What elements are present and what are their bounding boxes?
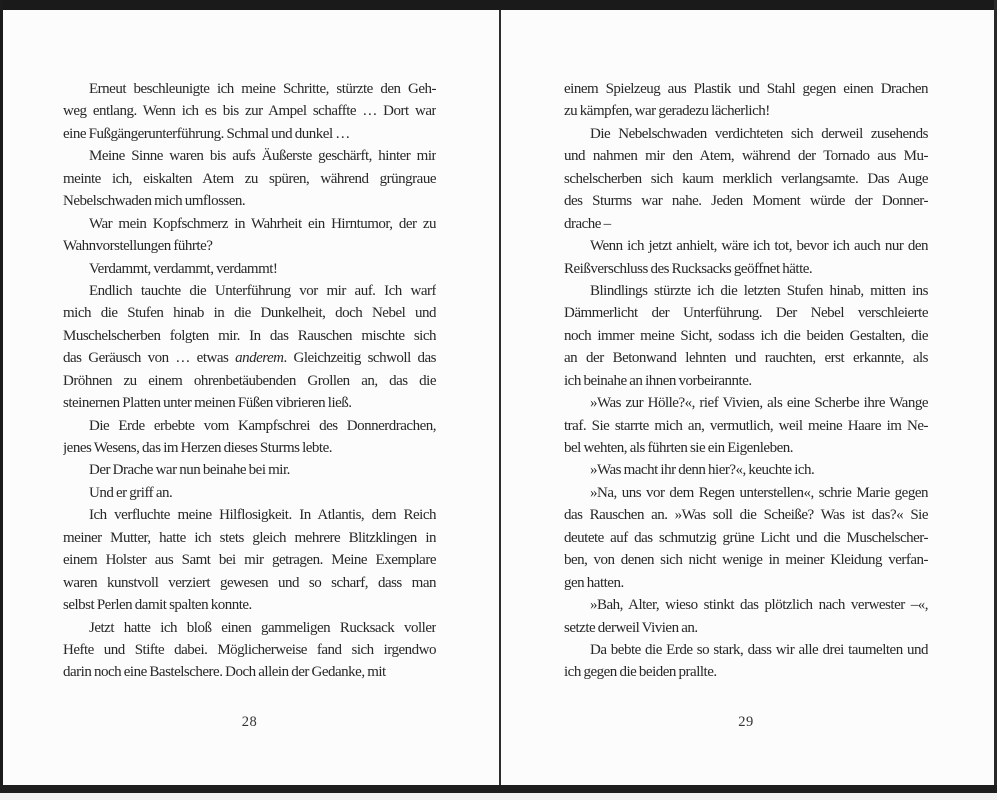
book-right-edge xyxy=(994,0,997,800)
text-line: Dämmerlicht der Unterführung. Der Nebel verschleierte xyxy=(564,305,928,322)
text-line: meinte ich, eiskalten Atem zu spüren, während grüngraue xyxy=(63,170,436,187)
text-line: Wahnvorstellungen führte? xyxy=(63,238,213,255)
book-top-edge xyxy=(0,0,997,10)
text-line: das Rauschen an. »Was soll die Scheiße? Was ist das?« Sie xyxy=(564,507,928,524)
text-line: Nebelschwaden mich umflossen. xyxy=(63,193,246,210)
text-line: Und er griff an. xyxy=(89,484,173,501)
text-line: Die Erde erbebte vom Kampfschrei des Donnerdrachen, xyxy=(89,417,436,434)
text-line: Erneut beschleunigte ich meine Schritte, stürzte den Geh- xyxy=(89,81,436,97)
text-line: drache – xyxy=(564,215,611,232)
text-line: an der Betonwand lehnten und rauchten, erst erkannte, als xyxy=(564,350,928,367)
text-line: jenes Wesens, das im Herzen dieses Sturms lebte. xyxy=(63,440,332,456)
text-line: ich gegen die beiden prallte. xyxy=(564,664,717,681)
page-right xyxy=(501,10,994,785)
text-line: Blindlings stürzte ich die letzten Stufen hinab, mitten ins xyxy=(590,282,928,299)
text-line: Verdammt, verdammt, verdammt! xyxy=(89,260,278,277)
text-line: und nahmen mir den Atem, während der Tornado aus Mu- xyxy=(564,148,928,165)
text-line: Da bebte die Erde so stark, dass wir alle drei taumelten und xyxy=(590,641,928,658)
page-right-text xyxy=(564,78,928,684)
page-left-text xyxy=(63,78,436,684)
text-line: Wenn ich jetzt anhielt, wäre ich tot, bevor ich auch nur den xyxy=(590,238,928,255)
text-line: Dröhnen zu einem ohrenbetäubenden Grollen an, das die xyxy=(63,372,436,389)
text-line: einem Holster aus Samt bei mir getragen. Meine Exemplare xyxy=(63,552,436,569)
text-line: Endlich tauchte die Unterführung vor mir auf. Ich warf xyxy=(89,282,436,299)
text-line: mich die Stufen hinab in die Dunkelheit, doch Nebel und xyxy=(63,305,436,322)
text-line: meiner Mutter, hatte ich stets gleich mehrere Blitzklingen in xyxy=(63,529,436,546)
text-line: ben, von denen sich nicht wenige in meiner Kleidung verfan- xyxy=(564,552,928,569)
text-line: »Na, uns vor dem Regen unterstellen«, schrie Marie gegen xyxy=(590,484,928,501)
text-line: Die Nebelschwaden verdichteten sich derweil zusehends xyxy=(590,125,928,142)
text-line: Hefte und Stifte dabei. Möglicherweise fand sich irgendwo xyxy=(63,641,436,658)
text-line: noch immer meine Sicht, sodass ich die beiden Gestalten, die xyxy=(564,327,928,344)
book-bottom-edge xyxy=(0,785,997,793)
text-line: »Was zur Hölle?«, rief Vivien, als eine Scherbe ihre Wange xyxy=(590,395,928,412)
text-line: darin noch eine Bastelschere. Doch allein der Gedanke, mit xyxy=(63,664,386,681)
text-line: Reißverschluss des Rucksacks geöffnet hätte. xyxy=(564,260,813,277)
text-line: traf. Sie starrte mich an, vermutlich, weil meine Haare im Ne- xyxy=(564,417,928,434)
text-line: waren kunstvoll verziert gewesen und so scharf, dass man xyxy=(63,574,436,591)
text-line: »Was macht ihr denn hier?«, keuchte ich. xyxy=(590,462,815,479)
text-line: einem Spielzeug aus Plastik und Stahl gegen einen Drachen xyxy=(564,81,928,97)
text-line: schelscherben sich kaum merklich verlangsamte. Das Auge xyxy=(564,170,928,187)
text-line: des Sturms war nahe. Jeden Moment würde der Donner- xyxy=(564,193,928,210)
text-line: steinernen Platten unter meinen Füßen vibrieren ließ. xyxy=(63,395,352,412)
page-number-left: 28 xyxy=(241,714,258,730)
text-line: deutete auf das schmutzig grüne Licht und die Muschelscher- xyxy=(564,529,928,546)
text-line: gen hatten. xyxy=(564,574,624,591)
text-line: Der Drache war nun beinahe bei mir. xyxy=(89,462,290,479)
text-line: War mein Kopfschmerz in Wahrheit ein Hirntumor, der zu xyxy=(89,215,436,232)
text-line: das Geräusch von … etwas anderem. Gleichzeitig schwoll das xyxy=(63,350,436,367)
text-line: Meine Sinne waren bis aufs Äußerste geschärft, hinter mir xyxy=(89,148,436,165)
text-line: Muschelscherben folgten mir. In das Rauschen mischte sich xyxy=(63,327,436,344)
book-bottom-page-block xyxy=(0,793,997,800)
text-line: zu kämpfen, war geradezu lächerlich! xyxy=(564,103,770,120)
text-line: Ich verfluchte meine Hilflosigkeit. In Atlantis, dem Reich xyxy=(89,507,436,524)
text-line: setzte derweil Vivien an. xyxy=(564,619,698,636)
text-line: Jetzt hatte ich bloß einen gammeligen Rucksack voller xyxy=(89,619,436,636)
text-line: bel wehten, als führten sie ein Eigenleben. xyxy=(564,440,793,456)
text-line: ich beinahe an ihnen vorbeirannte. xyxy=(564,372,752,389)
text-line: selbst Perlen damit spalten konnte. xyxy=(63,597,252,614)
text-line: eine Fußgängerunterführung. Schmal und dunkel … xyxy=(63,125,350,142)
page-left xyxy=(3,10,499,785)
page-number-right: 29 xyxy=(738,714,754,730)
text-line: »Bah, Alter, wieso stinkt das plötzlich nach verwester –«, xyxy=(590,597,928,614)
text-line: weg entlang. Wenn ich es bis zur Ampel schaffte … Dort war xyxy=(63,103,436,120)
